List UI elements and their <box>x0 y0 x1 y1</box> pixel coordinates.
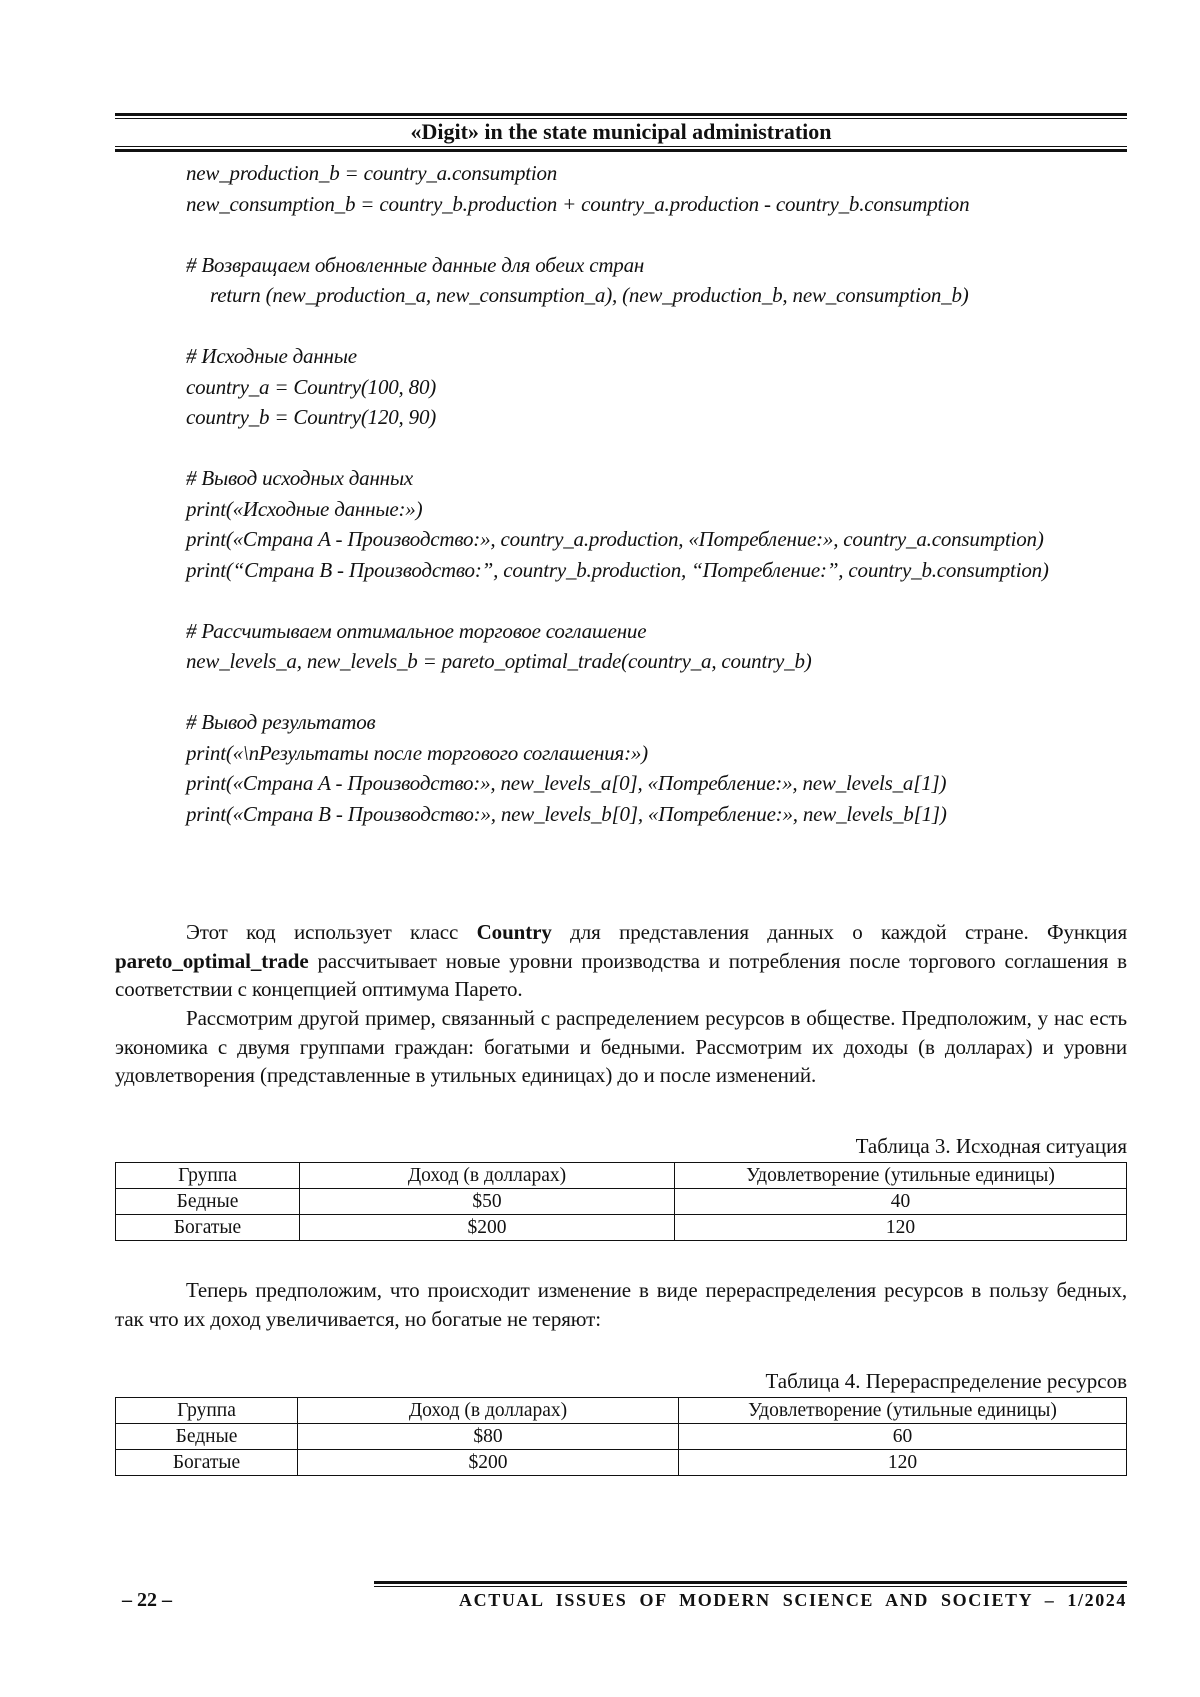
code-line: country_b = Country(120, 90) <box>115 402 1127 433</box>
header-cell: Доход (в долларах) <box>298 1398 679 1424</box>
code-line: new_consumption_b = country_b.production + country_a.production - country_b.consumption <box>115 189 1127 220</box>
header-cell: Удовлетворение (утильные единицы) <box>679 1398 1127 1424</box>
header-cell: Группа <box>116 1398 298 1424</box>
code-comment: # Исходные данные <box>115 341 1127 372</box>
cell: $80 <box>298 1424 679 1450</box>
code-listing <box>115 158 1127 829</box>
paragraph-redistribution: Теперь предположим, что происходит изменение в виде перераспределения ресурсов в пользу бедных, так что их доход увеличивается, но богатые не теряют: <box>115 1276 1127 1333</box>
cell: Бедные <box>116 1424 298 1450</box>
code-line: new_levels_a, new_levels_b = pareto_optimal_trade(country_a, country_b) <box>115 646 1127 677</box>
table4 <box>115 1397 1127 1476</box>
code-line: print(«Исходные данные:») <box>115 494 1127 525</box>
code-line <box>115 585 1127 616</box>
footer-rule-thin <box>374 1586 1127 1587</box>
footer-rule-thick <box>374 1581 1127 1584</box>
code-comment: # Возвращаем обновленные данные для обеих стран <box>115 250 1127 281</box>
code-line <box>115 677 1127 708</box>
cell: $200 <box>300 1215 675 1241</box>
text: для представления данных о каждой стране. Функция <box>552 920 1127 944</box>
header-rule-bottom-thick <box>115 149 1127 152</box>
cell: 120 <box>679 1450 1127 1476</box>
code-line: return (new_production_a, new_consumption_a), (new_production_b, new_consumption_b) <box>115 280 1127 311</box>
cell: 40 <box>675 1189 1127 1215</box>
page-number: – 22 – <box>122 1589 172 1612</box>
code-line: print(“Страна B - Производство:”, country_b.production, “Потребление:”, country_b.consumption) <box>115 555 1127 586</box>
code-line <box>115 311 1127 342</box>
code-line: new_production_b = country_a.consumption <box>115 158 1127 189</box>
class-name: Country <box>477 920 552 944</box>
header-cell: Доход (в долларах) <box>300 1163 675 1189</box>
cell: Богатые <box>116 1215 300 1241</box>
table3-caption: Таблица 3. Исходная ситуация <box>856 1133 1127 1159</box>
table-header-row <box>116 1398 1127 1424</box>
header-cell: Группа <box>116 1163 300 1189</box>
table4-caption: Таблица 4. Перераспределение ресурсов <box>765 1368 1127 1394</box>
code-line: print(«Страна A - Производство:», country_a.production, «Потребление:», country_a.consumption) <box>115 524 1127 555</box>
code-comment: # Вывод исходных данных <box>115 463 1127 494</box>
code-line <box>115 219 1127 250</box>
code-comment: # Рассчитываем оптимальное торговое соглашение <box>115 616 1127 647</box>
table3 <box>115 1162 1127 1241</box>
function-name: pareto_optimal_trade <box>115 949 309 973</box>
code-line: country_a = Country(100, 80) <box>115 372 1127 403</box>
code-line <box>115 433 1127 464</box>
header-rule-top-thick <box>115 113 1127 116</box>
table-header-row <box>116 1163 1127 1189</box>
code-line: print(«Страна B - Производство:», new_levels_b[0], «Потребление:», new_levels_b[1]) <box>115 799 1127 830</box>
code-line: print(«\nРезультаты после торгового соглашения:») <box>115 738 1127 769</box>
cell: $200 <box>298 1450 679 1476</box>
cell: 120 <box>675 1215 1127 1241</box>
journal-title: ACTUAL ISSUES OF MODERN SCIENCE AND SOCIETY – 1/2024 <box>459 1590 1127 1611</box>
table-row <box>116 1450 1127 1476</box>
paragraph-code-explanation <box>115 918 1127 1004</box>
header-rule-bottom-thin <box>115 146 1127 147</box>
cell: $50 <box>300 1189 675 1215</box>
cell: 60 <box>679 1424 1127 1450</box>
cell: Бедные <box>116 1189 300 1215</box>
cell: Богатые <box>116 1450 298 1476</box>
table-row <box>116 1189 1127 1215</box>
paragraph-example: Рассмотрим другой пример, связанный с распределением ресурсов в обществе. Предположим, у нас есть экономика с двумя группами граждан: богатыми и бедными. Рассмотрим их доходы (в долларах) и уровни удовлетворения (представленные в утильных единицах) до и после изменений. <box>115 1004 1127 1090</box>
header-cell: Удовлетворение (утильные единицы) <box>675 1163 1127 1189</box>
code-comment: # Вывод результатов <box>115 707 1127 738</box>
text: рассчитывает новые уровни производства и потребления после торгового соглашения в соответствии с концепцией оптимума Парето. <box>115 949 1127 1002</box>
code-line: print(«Страна A - Производство:», new_levels_a[0], «Потребление:», new_levels_a[1]) <box>115 768 1127 799</box>
running-title: «Digit» in the state municipal administration <box>115 119 1127 145</box>
text: Этот код использует класс <box>186 920 477 944</box>
table-row <box>116 1215 1127 1241</box>
table-row <box>116 1424 1127 1450</box>
